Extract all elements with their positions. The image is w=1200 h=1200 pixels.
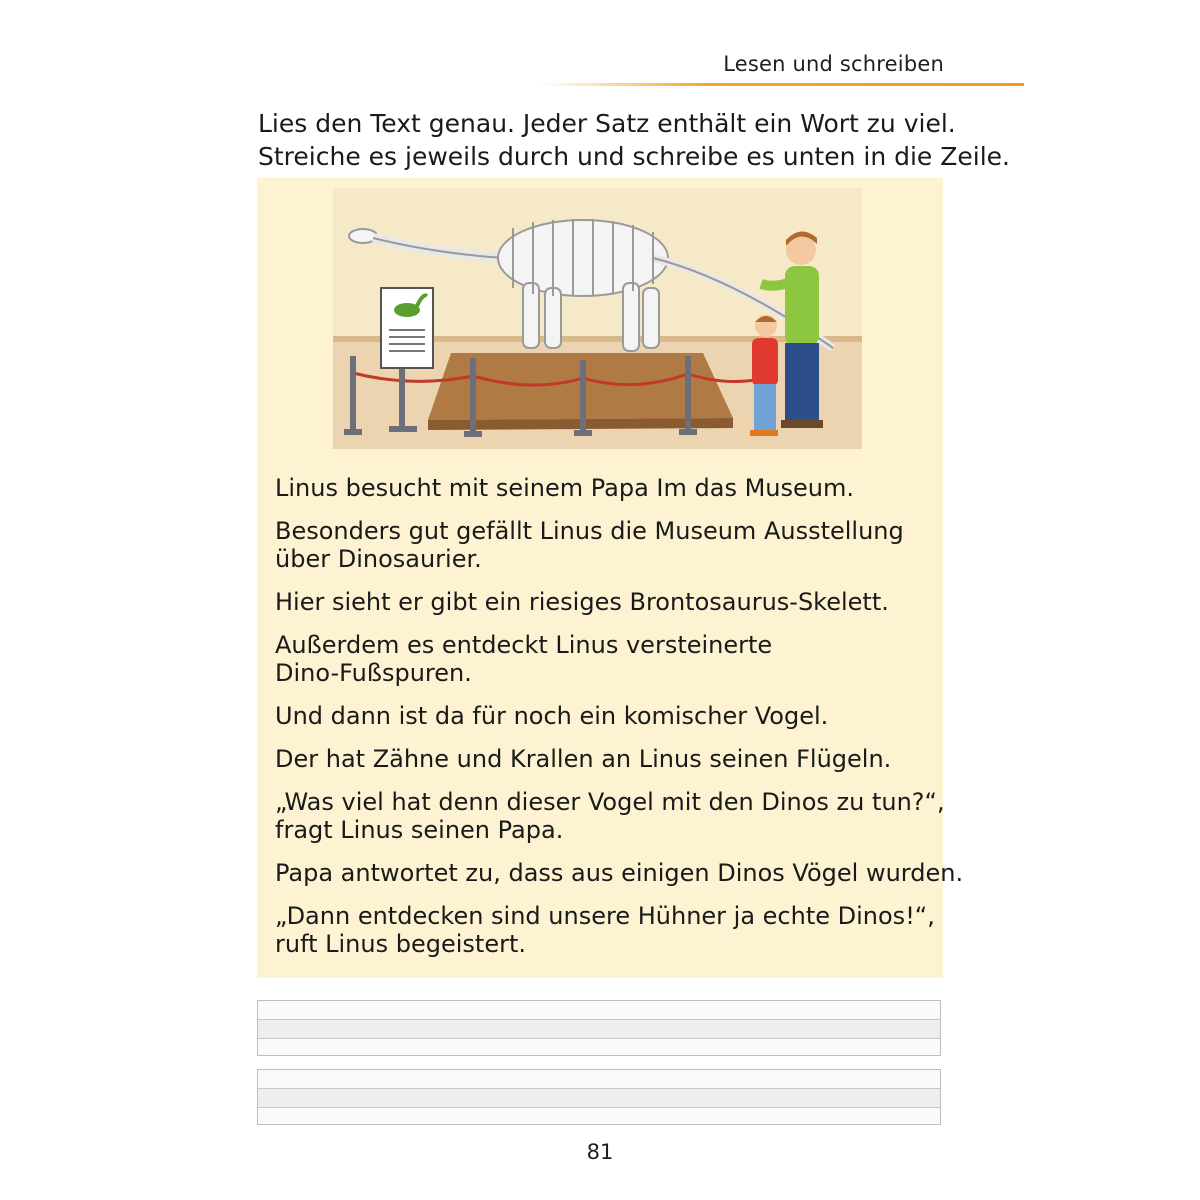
- story-sentence[interactable]: [275, 788, 945, 844]
- sentence-line: Papa antwortet zu, dass aus einigen Dinos Vögel wurden.: [275, 859, 964, 887]
- story-sentence[interactable]: [275, 631, 935, 687]
- header-rule: [540, 83, 1024, 86]
- writing-guide-line: [258, 1019, 940, 1020]
- page-number: 81: [586, 1140, 614, 1164]
- story-sentence[interactable]: [275, 588, 935, 616]
- sentence-line: Der hat Zähne und Krallen an Linus seinen Flügeln.: [275, 745, 892, 773]
- page-header-title: Lesen und schreiben: [723, 52, 944, 76]
- sentence-line: Dino-Fußspuren.: [275, 659, 472, 687]
- answer-writing-line-2[interactable]: [257, 1069, 941, 1125]
- sentence-line: Hier sieht er gibt ein riesiges Brontosaurus-Skelett.: [275, 588, 889, 616]
- sentence-line: Und dann ist da für noch ein komischer Vogel.: [275, 702, 829, 730]
- museum-dinosaur-illustration: [333, 188, 862, 449]
- writing-guide-line: [258, 1038, 940, 1039]
- instruction-line-1: Lies den Text genau. Jeder Satz enthält ein Wort zu viel.: [258, 109, 956, 138]
- story-sentence[interactable]: [275, 859, 964, 887]
- sentence-line: „Dann entdecken sind unsere Hühner ja echte Dinos!“,: [275, 902, 935, 930]
- sentence-line: fragt Linus seinen Papa.: [275, 816, 564, 844]
- sentence-line: über Dinosaurier.: [275, 545, 482, 573]
- writing-line-midzone: [258, 1019, 940, 1038]
- story-text: [275, 474, 964, 973]
- story-sentence[interactable]: [275, 745, 935, 773]
- sentence-line: Außerdem es entdeckt Linus versteinerte: [275, 631, 773, 659]
- reading-panel: [257, 178, 964, 978]
- answer-writing-line-1[interactable]: [257, 1000, 941, 1056]
- instruction-line-2: Streiche es jeweils durch und schreibe es unten in die Zeile.: [258, 142, 1010, 171]
- story-sentence[interactable]: [275, 474, 935, 502]
- story-sentence[interactable]: [275, 517, 935, 573]
- sentence-line: Besonders gut gefällt Linus die Museum Ausstellung: [275, 517, 904, 545]
- story-sentence[interactable]: [275, 702, 935, 730]
- sentence-line: Linus besucht mit seinem Papa Im das Museum.: [275, 474, 854, 502]
- task-instructions: [258, 107, 1010, 173]
- writing-guide-line: [258, 1107, 940, 1108]
- sentence-line: „Was viel hat denn dieser Vogel mit den Dinos zu tun?“,: [275, 788, 945, 816]
- writing-guide-line: [258, 1088, 940, 1089]
- sentence-line: ruft Linus begeistert.: [275, 930, 526, 958]
- writing-line-midzone: [258, 1088, 940, 1107]
- story-sentence[interactable]: [275, 902, 935, 958]
